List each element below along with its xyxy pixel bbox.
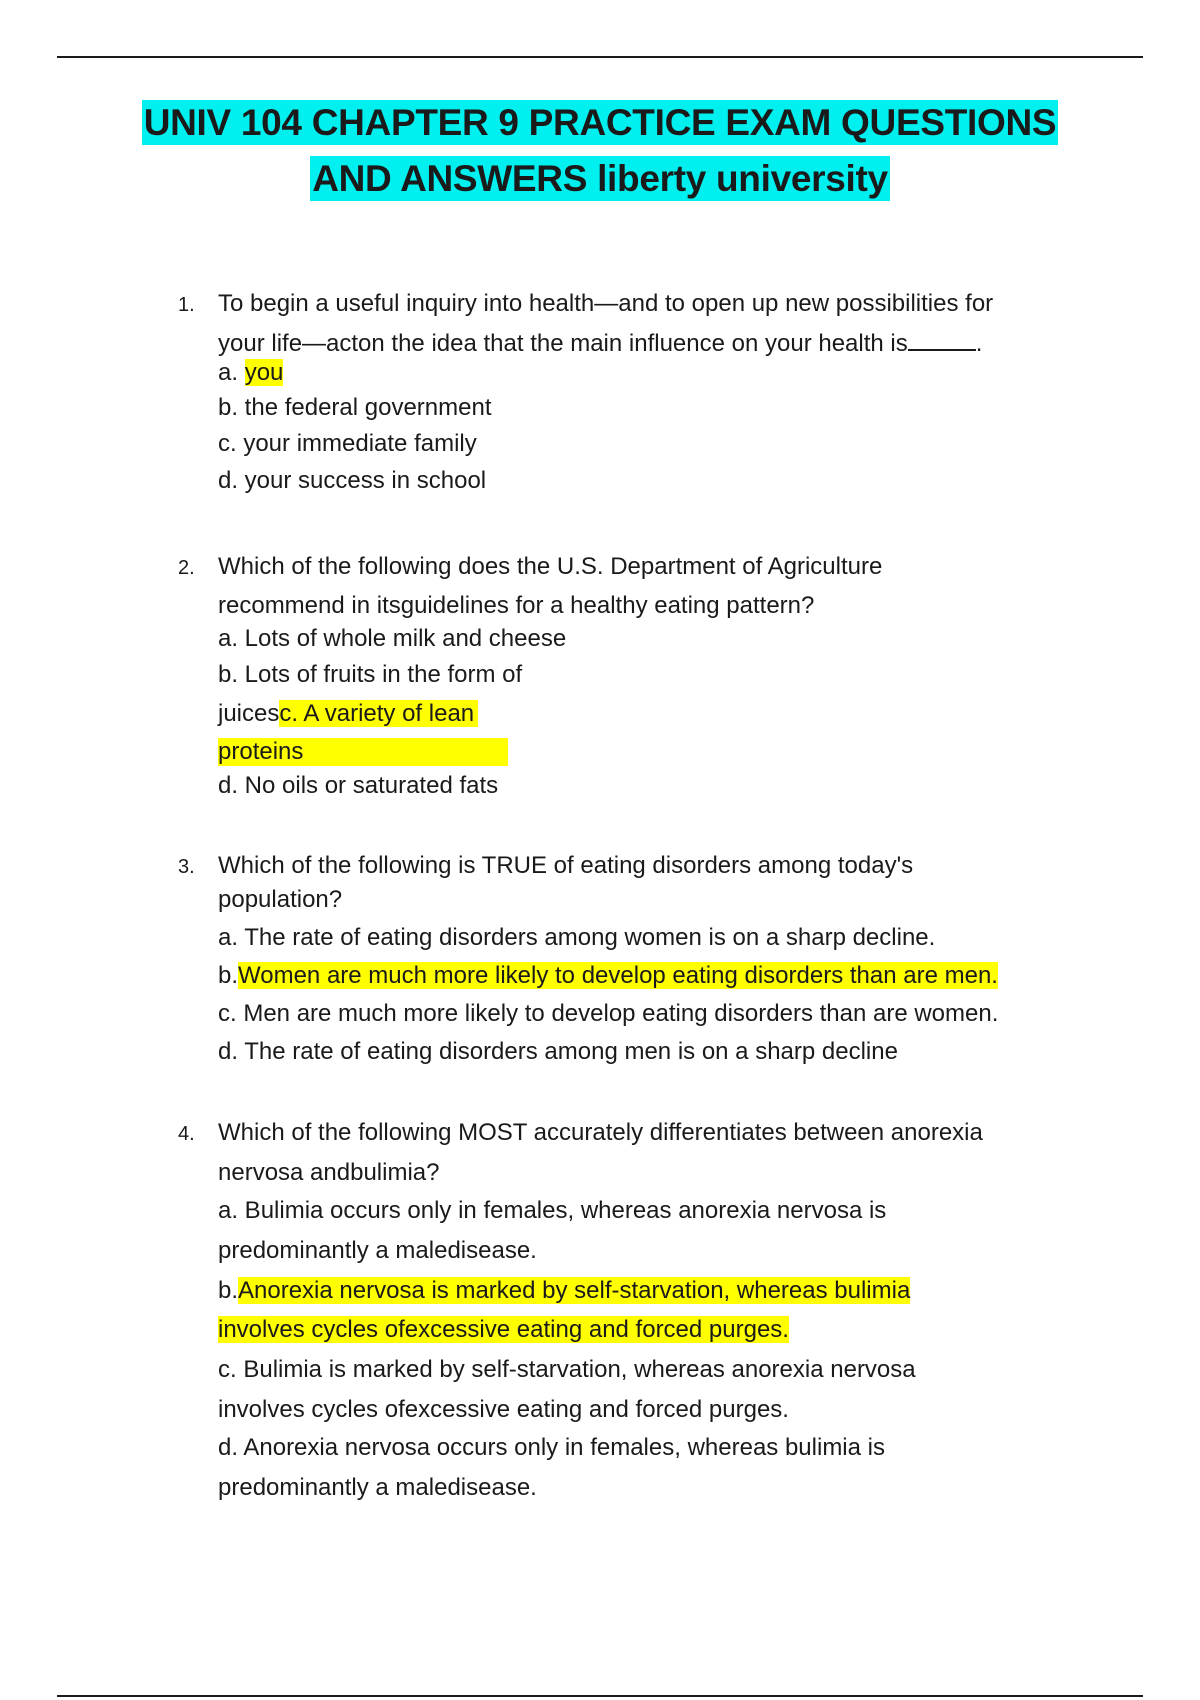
option-c: c. Men are much more likely to develop eating disorders than are women. xyxy=(218,1000,999,1027)
option-b-continued: juicesc. A variety of lean xyxy=(218,700,478,728)
option-a: a. you xyxy=(218,359,284,386)
question-stem-line: nervosa andbulimia? xyxy=(218,1159,440,1186)
option-d: d. No oils or saturated fats xyxy=(218,772,499,799)
question-stem-line: recommend in itsguidelines for a healthy eating pattern? xyxy=(218,592,815,619)
question-stem-line: your life—acton the idea that the main influence on your health is . xyxy=(218,327,982,358)
top-rule xyxy=(57,56,1143,58)
page-title xyxy=(0,95,1200,207)
option-c-continued xyxy=(218,738,508,766)
question-number: 4. xyxy=(178,1123,195,1145)
question-stem-line: Which of the following is TRUE of eating disorders among today's xyxy=(218,852,914,879)
option-b: b.Anorexia nervosa is marked by self-starvation, whereas bulimia xyxy=(218,1277,911,1304)
correct-answer-highlight: c. A variety of lean xyxy=(279,700,478,727)
question-stem-line: population? xyxy=(218,886,343,913)
option-b-continued xyxy=(218,1316,789,1344)
title-line-2: AND ANSWERS liberty university xyxy=(312,158,888,199)
question-stem-line: To begin a useful inquiry into health—and to open up new possibilities for xyxy=(218,290,994,317)
answer-blank xyxy=(908,327,976,351)
title-line-1: UNIV 104 CHAPTER 9 PRACTICE EXAM QUESTIONS xyxy=(143,102,1057,143)
correct-answer-highlight: proteins xyxy=(218,738,508,766)
question-stem-line: Which of the following does the U.S. Department of Agriculture xyxy=(218,553,883,580)
question-number: 1. xyxy=(178,294,195,316)
option-d-continued: predominantly a maledisease. xyxy=(218,1474,537,1501)
option-b: b. Lots of fruits in the form of xyxy=(218,661,523,688)
option-a: a. Bulimia occurs only in females, whereas anorexia nervosa is xyxy=(218,1197,887,1224)
option-d: d. your success in school xyxy=(218,467,487,494)
correct-answer-highlight: involves cycles ofexcessive eating and forced purges. xyxy=(218,1316,789,1343)
option-c: c. Bulimia is marked by self-starvation, whereas anorexia nervosa xyxy=(218,1356,916,1383)
option-b: b.Women are much more likely to develop eating disorders than are men. xyxy=(218,962,998,989)
bottom-rule xyxy=(57,1695,1143,1697)
question-number: 3. xyxy=(178,856,195,878)
correct-answer-highlight: Anorexia nervosa is marked by self-starvation, whereas bulimia xyxy=(238,1277,911,1304)
option-c: c. your immediate family xyxy=(218,430,477,457)
correct-answer-highlight: you xyxy=(244,359,284,386)
correct-answer-highlight: Women are much more likely to develop eating disorders than are men. xyxy=(238,962,998,989)
option-a: a. The rate of eating disorders among women is on a sharp decline. xyxy=(218,924,936,951)
question-stem-line: Which of the following MOST accurately differentiates between anorexia xyxy=(218,1119,983,1146)
option-a-continued: predominantly a maledisease. xyxy=(218,1237,537,1264)
option-d: d. The rate of eating disorders among men is on a sharp decline xyxy=(218,1038,898,1065)
question-number: 2. xyxy=(178,557,195,579)
option-b: b. the federal government xyxy=(218,394,492,421)
option-d: d. Anorexia nervosa occurs only in females, whereas bulimia is xyxy=(218,1434,885,1461)
option-c-continued: involves cycles ofexcessive eating and forced purges. xyxy=(218,1396,789,1423)
option-a: a. Lots of whole milk and cheese xyxy=(218,625,567,652)
